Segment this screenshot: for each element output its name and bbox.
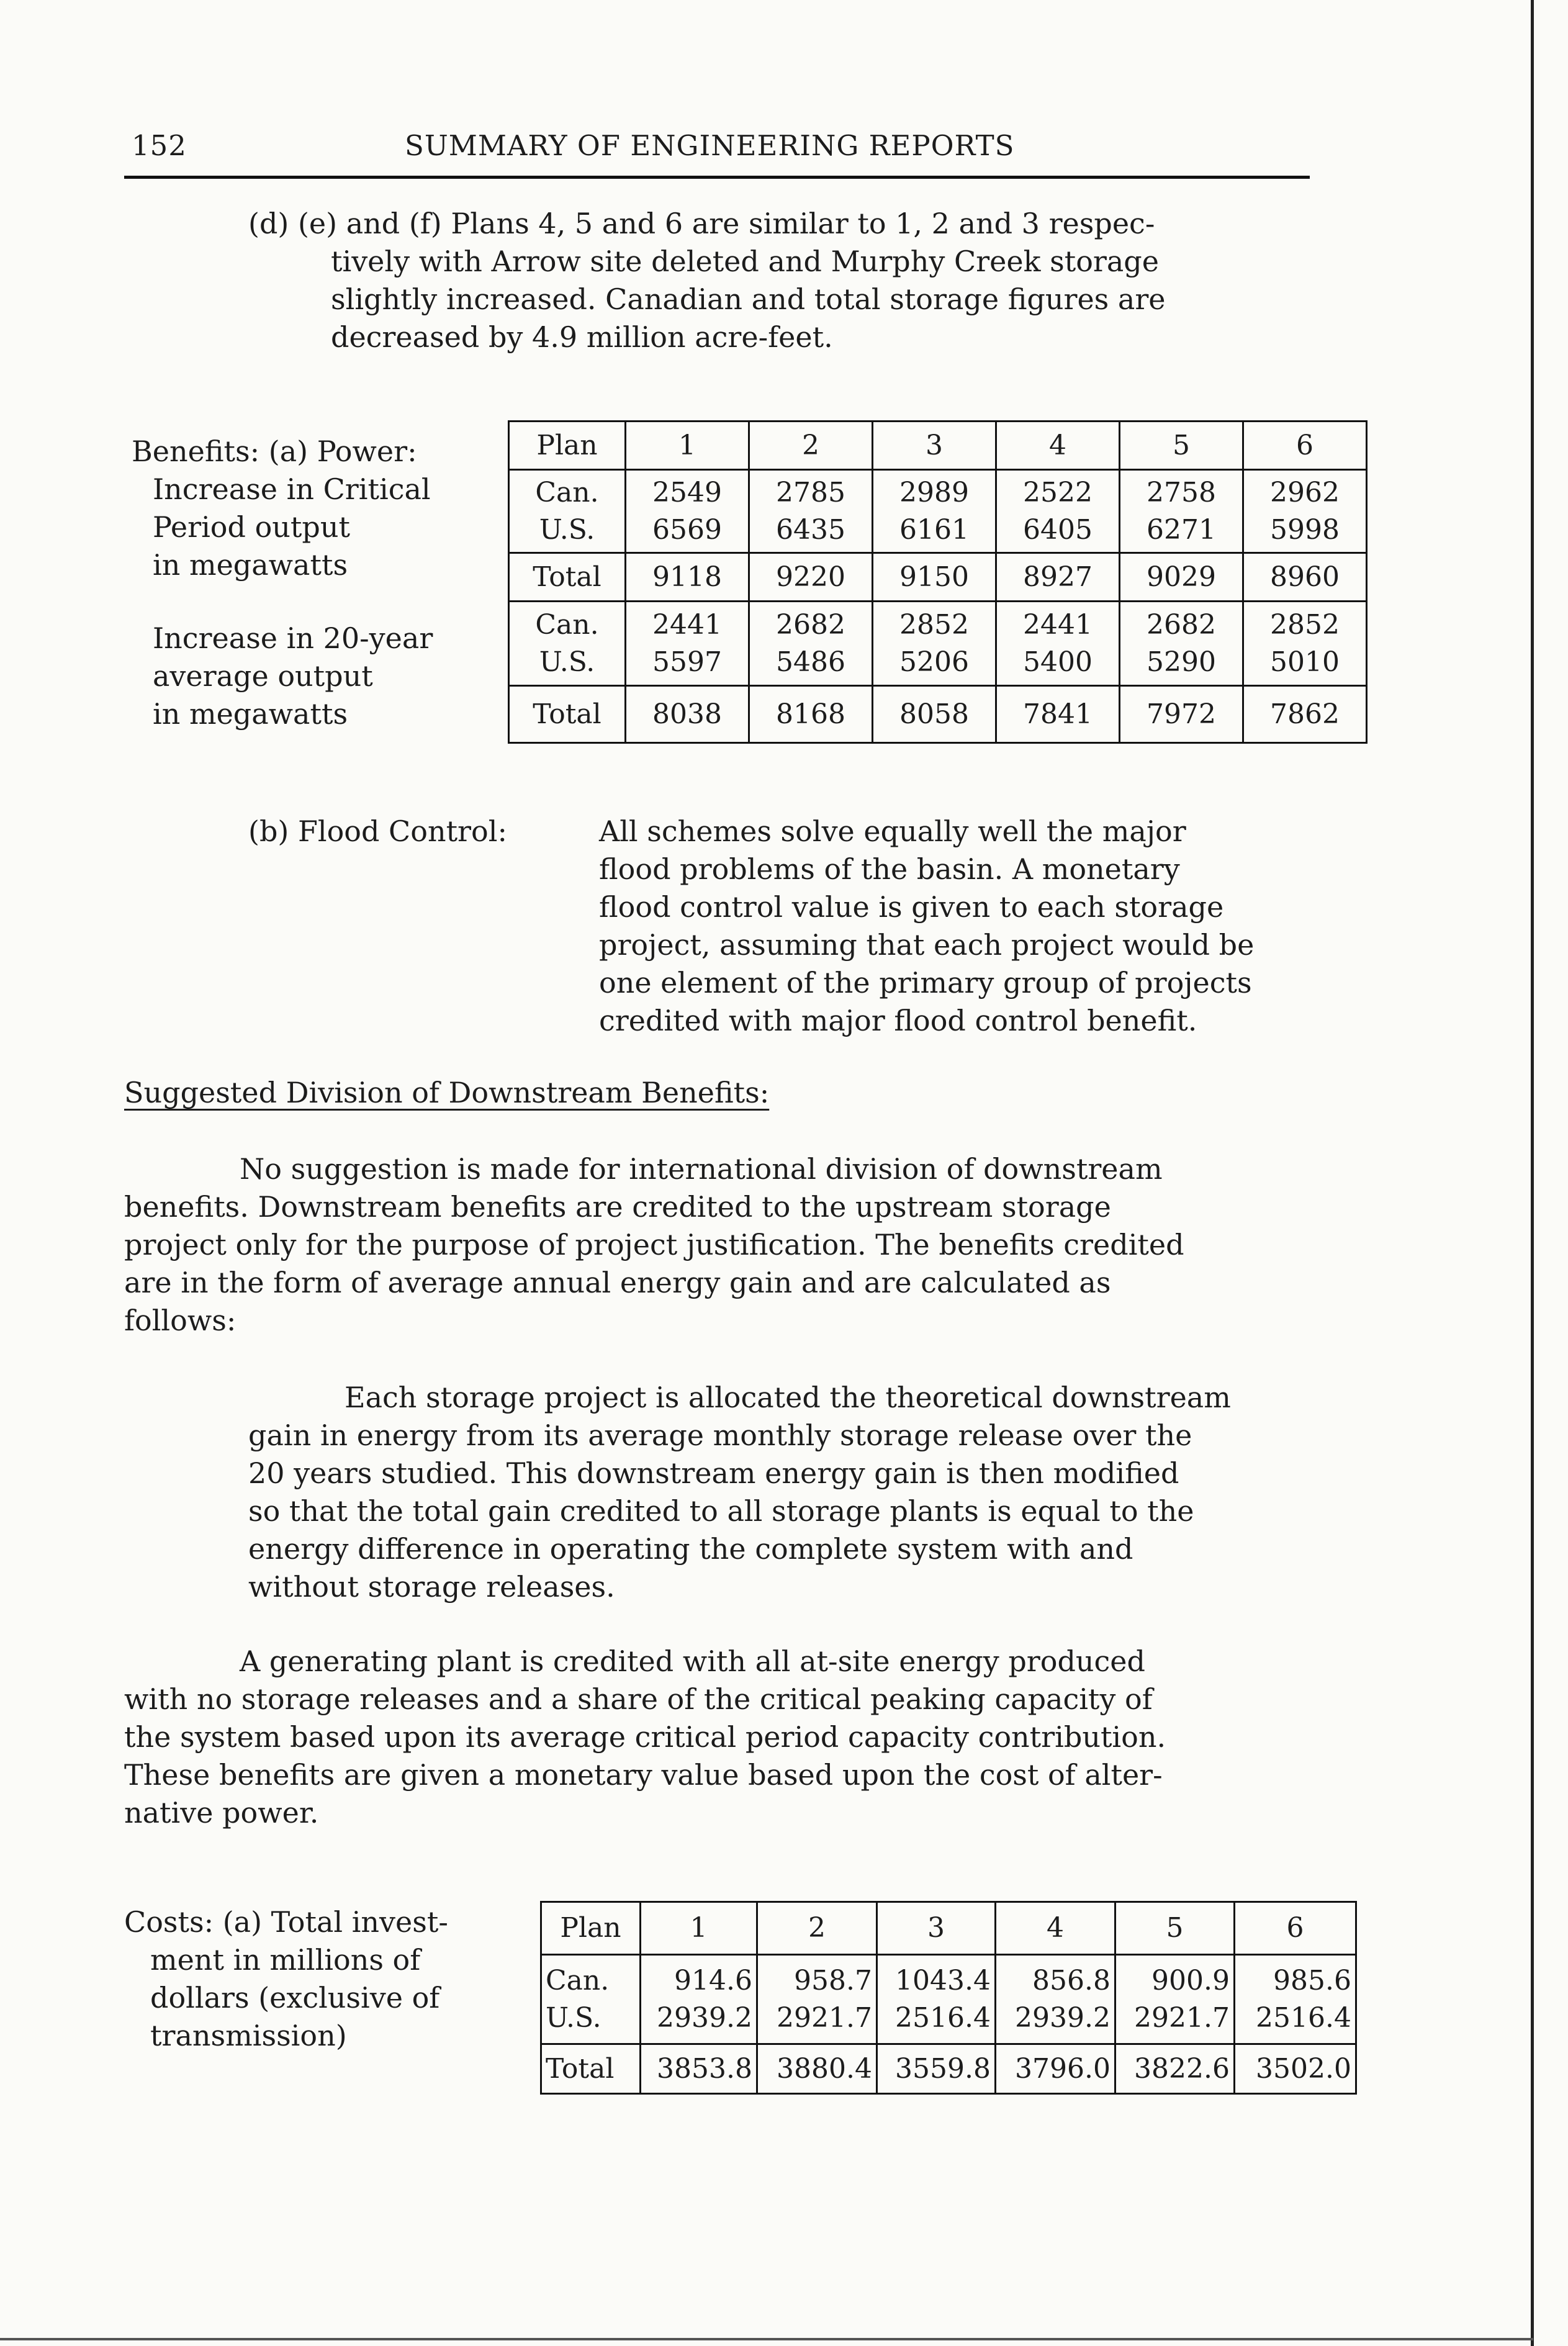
header-cell: 1: [641, 1902, 757, 1955]
flood-line: one element of the primary group of projects: [599, 966, 1252, 999]
can-value: 958.7: [794, 1964, 872, 1996]
label-line: dollars (exclusive of: [150, 1981, 440, 2014]
plans-note-line: (d) (e) and (f) Plans 4, 5 and 6 are similar to 1, 2 and 3 respec-: [248, 207, 1155, 240]
table-header-row: [509, 422, 1367, 470]
header-cell: 1: [626, 422, 749, 470]
header-cell: 5: [1120, 422, 1243, 470]
paragraph: [124, 1643, 1166, 1832]
page-number: 152: [132, 129, 187, 162]
benefits-average-label: [153, 620, 433, 733]
header-rule: [124, 176, 1310, 179]
can-value: 2852: [1270, 608, 1340, 641]
can-value: 2682: [776, 608, 845, 641]
paragraph-line: the system based upon its average critical period capacity contribution.: [124, 1720, 1166, 1754]
label-line: transmission): [150, 2019, 347, 2052]
label-line: ment in millions of: [150, 1943, 421, 1977]
section-heading: Suggested Division of Downstream Benefits:: [124, 1076, 770, 1109]
flood-line: All schemes solve equally well the major: [599, 814, 1186, 848]
total-cell: 3822.6: [1115, 2044, 1235, 2094]
header-cell: 6: [1235, 1902, 1356, 1955]
us-value: 2939.2: [1015, 2001, 1111, 2034]
value-cell: [1235, 1955, 1356, 2044]
label-line: average output: [153, 659, 373, 693]
row-label: U.S.: [539, 646, 595, 678]
total-cell: 7862: [1243, 686, 1367, 743]
row-label: Can.: [535, 476, 599, 508]
us-value: 2516.4: [895, 2001, 991, 2034]
table-row: [509, 470, 1367, 553]
total-cell: 9220: [749, 553, 873, 602]
us-value: 5597: [652, 646, 722, 678]
page-edge-line: [1531, 0, 1534, 2346]
label-line: in megawatts: [153, 697, 348, 731]
total-cell: 3796.0: [996, 2044, 1115, 2094]
us-value: 6271: [1147, 513, 1216, 546]
table-header-row: [541, 1902, 1356, 1955]
paragraph-line: benefits. Downstream benefits are credited to the upstream storage: [124, 1190, 1111, 1224]
paragraph-line: No suggestion is made for international division of downstream: [240, 1152, 1163, 1186]
label-line: Costs: (a) Total invest-: [124, 1905, 448, 1939]
value-cell: [996, 602, 1120, 686]
plans-note-line: slightly increased. Canadian and total storage figures are: [331, 282, 1166, 316]
can-value: 985.6: [1273, 1964, 1351, 1996]
us-value: 5290: [1147, 646, 1216, 678]
running-header: SUMMARY OF ENGINEERING REPORTS: [405, 129, 1015, 162]
us-value: 2921.7: [1134, 2001, 1230, 2034]
us-value: 6435: [776, 513, 845, 546]
can-value: 2522: [1023, 476, 1093, 508]
can-value: 914.6: [674, 1964, 752, 1996]
value-cell: [641, 1955, 757, 2044]
row-label-cell: [509, 602, 626, 686]
header-cell: 3: [877, 1902, 996, 1955]
header-cell: 4: [996, 422, 1120, 470]
row-label: Can.: [546, 1964, 610, 1996]
value-cell: [1120, 602, 1243, 686]
header-cell: 3: [873, 422, 996, 470]
paragraph-line: are in the form of average annual energy gain and are calculated as: [124, 1266, 1111, 1299]
row-label: U.S.: [546, 2001, 602, 2034]
row-label-cell: Total: [509, 686, 626, 743]
benefits-table: [508, 420, 1367, 744]
row-label-cell: [541, 1955, 641, 2044]
paragraph-line: follows:: [124, 1304, 237, 1337]
paragraph-line: These benefits are given a monetary value based upon the cost of alter-: [124, 1758, 1163, 1792]
plans-note-line: decreased by 4.9 million acre-feet.: [331, 320, 833, 354]
us-value: 6161: [899, 513, 969, 546]
header-cell: 6: [1243, 422, 1367, 470]
can-value: 2758: [1147, 476, 1216, 508]
paragraph-line: so that the total gain credited to all storage plants is equal to the: [248, 1494, 1194, 1528]
label-line: Increase in Critical: [153, 472, 431, 506]
value-cell: [873, 470, 996, 553]
label-line: Period output: [153, 510, 350, 544]
label-line: in megawatts: [153, 548, 348, 582]
row-label-cell: [509, 470, 626, 553]
us-value: 5400: [1023, 646, 1093, 678]
value-cell: [626, 470, 749, 553]
can-value: 2549: [652, 476, 722, 508]
us-value: 2921.7: [777, 2001, 872, 2034]
total-cell: 7972: [1120, 686, 1243, 743]
total-cell: 8058: [873, 686, 996, 743]
label-line: Increase in 20-year: [153, 621, 433, 655]
value-cell: [1120, 470, 1243, 553]
can-value: 2441: [1023, 608, 1093, 641]
paragraph: [124, 1150, 1184, 1340]
page-bottom-edge: [0, 2338, 1533, 2340]
can-value: 1043.4: [895, 1964, 991, 1996]
header-cell: Plan: [541, 1902, 641, 1955]
benefits-power-label: [132, 433, 431, 584]
us-value: 5998: [1270, 513, 1340, 546]
paragraph-indented: [248, 1379, 1231, 1606]
flood-control-label: (b) Flood Control:: [248, 814, 507, 848]
paragraph-line: with no storage releases and a share of the critical peaking capacity of: [124, 1682, 1153, 1716]
paragraph-line: energy difference in operating the complete system with and: [248, 1532, 1133, 1566]
us-value: 6405: [1023, 513, 1093, 546]
costs-label: [124, 1903, 448, 2055]
us-value: 5206: [899, 646, 969, 678]
can-value: 2682: [1147, 608, 1216, 641]
us-value: 5486: [776, 646, 845, 678]
value-cell: [626, 602, 749, 686]
total-cell: 7841: [996, 686, 1120, 743]
total-cell: 3853.8: [641, 2044, 757, 2094]
header-cell: 4: [996, 1902, 1115, 1955]
value-cell: [1115, 1955, 1235, 2044]
flood-line: project, assuming that each project would be: [599, 928, 1255, 962]
costs-table: [540, 1901, 1357, 2095]
value-cell: [1243, 470, 1367, 553]
table-total-row: [509, 553, 1367, 602]
can-value: 2785: [776, 476, 845, 508]
total-cell: 8960: [1243, 553, 1367, 602]
table-row: [541, 1955, 1356, 2044]
header-cell: 2: [749, 422, 873, 470]
paragraph-line: Each storage project is allocated the theoretical downstream: [345, 1381, 1231, 1414]
label-line: Benefits: (a) Power:: [132, 435, 417, 468]
can-value: 2852: [899, 608, 969, 641]
total-cell: 9118: [626, 553, 749, 602]
value-cell: [996, 1955, 1115, 2044]
flood-control-text: [599, 813, 1254, 1040]
flood-line: credited with major flood control benefit.: [599, 1004, 1197, 1037]
can-value: 2441: [652, 608, 722, 641]
paragraph-line: project only for the purpose of project justification. The benefits credited: [124, 1228, 1184, 1261]
total-cell: 8927: [996, 553, 1120, 602]
total-cell: 8038: [626, 686, 749, 743]
table-total-row: [509, 686, 1367, 743]
value-cell: [877, 1955, 996, 2044]
header-cell: 2: [757, 1902, 877, 1955]
paragraph-line: native power.: [124, 1796, 319, 1829]
value-cell: [749, 602, 873, 686]
us-value: 2939.2: [657, 2001, 752, 2034]
plans-note: [248, 205, 1166, 356]
value-cell: [757, 1955, 877, 2044]
total-cell: 8168: [749, 686, 873, 743]
total-cell: 3559.8: [877, 2044, 996, 2094]
total-cell: 3880.4: [757, 2044, 877, 2094]
flood-line: flood problems of the basin. A monetary: [599, 852, 1180, 886]
row-label: Can.: [535, 608, 599, 641]
flood-line: flood control value is given to each storage: [599, 890, 1224, 924]
value-cell: [749, 470, 873, 553]
value-cell: [1243, 602, 1367, 686]
us-value: 2516.4: [1256, 2001, 1351, 2034]
row-label: U.S.: [539, 513, 595, 546]
us-value: 5010: [1270, 646, 1340, 678]
plans-note-line: tively with Arrow site deleted and Murphy Creek storage: [331, 245, 1159, 278]
total-cell: 3502.0: [1235, 2044, 1356, 2094]
can-value: 856.8: [1032, 1964, 1111, 1996]
total-cell: 9029: [1120, 553, 1243, 602]
value-cell: [873, 602, 996, 686]
us-value: 6569: [652, 513, 722, 546]
value-cell: [996, 470, 1120, 553]
paragraph-line: without storage releases.: [248, 1570, 615, 1604]
total-cell: 9150: [873, 553, 996, 602]
paragraph-line: A generating plant is credited with all at-site energy produced: [240, 1644, 1145, 1678]
row-label-cell: Total: [509, 553, 626, 602]
header-cell: Plan: [509, 422, 626, 470]
can-value: 900.9: [1151, 1964, 1230, 1996]
paragraph-line: 20 years studied. This downstream energy gain is then modified: [248, 1456, 1179, 1490]
paragraph-line: gain in energy from its average monthly storage release over the: [248, 1419, 1192, 1452]
row-label-cell: Total: [541, 2044, 641, 2094]
table-total-row: [541, 2044, 1356, 2094]
can-value: 2989: [899, 476, 969, 508]
table-row: [509, 602, 1367, 686]
header-cell: 5: [1115, 1902, 1235, 1955]
can-value: 2962: [1270, 476, 1340, 508]
